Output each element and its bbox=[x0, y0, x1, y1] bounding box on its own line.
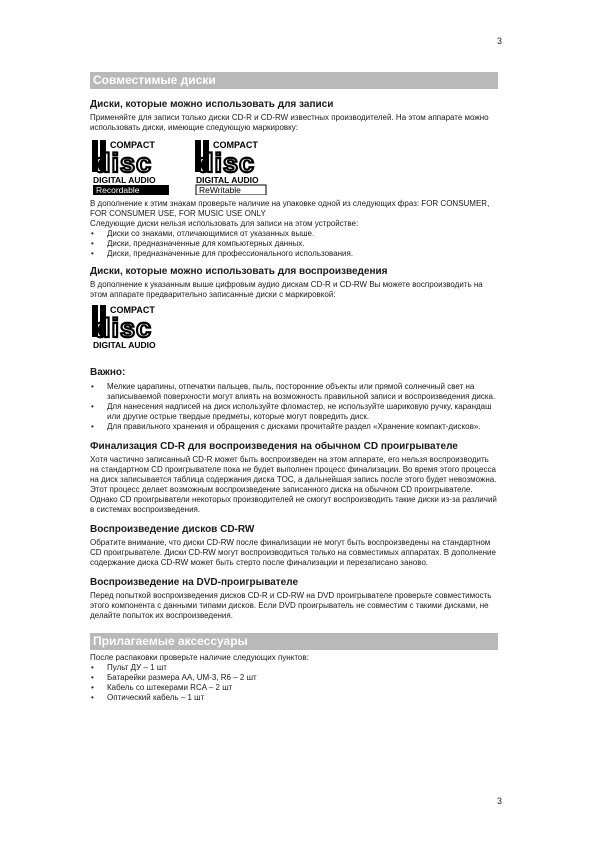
page-number-bottom: 3 bbox=[497, 796, 503, 806]
heading-playable-discs: Диски, которые можно использовать для воспроизведения bbox=[90, 266, 388, 277]
list-item: • Пульт ДУ – 1 шт bbox=[90, 663, 498, 673]
page-content bbox=[90, 72, 498, 703]
list-item: • Диски со знаками, отличающимися от указанных выше. bbox=[90, 229, 498, 239]
section-title-accessories: Прилагаемые аксессуары bbox=[90, 633, 498, 650]
svg-text:COMPACT: COMPACT bbox=[110, 140, 155, 150]
accessories-intro: После распаковки проверьте наличие следующих пунктов: bbox=[90, 653, 309, 662]
list-item: • Мелкие царапины, отпечатки пальцев, пыль, посторонние объекты или прямой солнечный свет на записываемой поверхности могут влиять на возможность правильной записи и воспроизведения диска. bbox=[90, 382, 498, 402]
list-item: • Кабель со штекерами RCA – 2 шт bbox=[90, 683, 498, 693]
svg-text:disc: disc bbox=[94, 313, 153, 343]
list-item: • Для нанесения надписей на диск используйте фломастер, не используйте шариковую ручку, карандаш или другие острые твердые предметы, которые могут повредить диск. bbox=[90, 402, 498, 422]
cd-rewritable-logo bbox=[195, 139, 288, 195]
svg-text:ReWritable: ReWritable bbox=[199, 185, 241, 195]
svg-text:Recordable: Recordable bbox=[96, 185, 140, 195]
page-number-top: 3 bbox=[497, 36, 503, 46]
svg-text:COMPACT: COMPACT bbox=[110, 305, 155, 315]
svg-text:DIGITAL AUDIO: DIGITAL AUDIO bbox=[196, 175, 259, 185]
heading-dvd-playback: Воспроизведение на DVD-проигрывателе bbox=[90, 577, 299, 588]
svg-text:disc: disc bbox=[197, 148, 256, 178]
dvd-playback-body: Перед попыткой воспроизведения дисков CD-R и CD-RW на DVD проигрывателе проверьте совместимость этого компонента с данными типами дисков. Если DVD проигрыватель не совместим с такими дисками, не делайте попыток их воспроизведения. bbox=[90, 591, 492, 620]
disc-logos-row bbox=[92, 139, 498, 195]
svg-text:DIGITAL AUDIO: DIGITAL AUDIO bbox=[93, 340, 156, 350]
heading-recordable-discs: Диски, которые можно использовать для записи bbox=[90, 99, 334, 110]
cd-recordable-logo bbox=[92, 139, 185, 195]
svg-text:disc: disc bbox=[94, 148, 153, 178]
svg-text:COMPACT: COMPACT bbox=[213, 140, 258, 150]
section-title-compatible-discs: Совместимые диски bbox=[90, 72, 498, 89]
accessories-list bbox=[90, 663, 498, 703]
packaging-phrases-note: В дополнение к этим знакам проверьте наличие на упаковке одной из следующих фраз: FOR CONSUMER, FOR CONSUMER USE, FOR MUSIC USE ONLY bbox=[90, 199, 490, 218]
important-list bbox=[90, 382, 498, 432]
finalization-body: Хотя частично записанный CD-R может быть воспроизведен на этом аппарате, его нельзя воспроизводить на стандартном CD проигрывателе пока не будет выполнен процесс финализации. Во время этого процесса на диск записывается таблица содержания диска TOC, а дальнейшая запись после этого будет невозможна. Этот процесс делает возможным воспроизведение записанного диска на обычном CD проигрывателе. Однако CD проигрыватели некоторых производителей не смогут воспроизводить такие диски из-за различий в системах воспроизведения. bbox=[90, 455, 497, 514]
cannot-record-intro: Следующие диски нельзя использовать для записи на этом устройстве: bbox=[90, 219, 359, 228]
cdrw-playback-body: Обратите внимание, что диски CD-RW после финализации не могут быть воспроизведены на стандартном CD проигрывателе. Диски CD-RW могут воспроизводиться только на совместимых аппаратах. В дополнение содержание диска CD-RW может быть стерто после финализации и перезаписано заново. bbox=[90, 538, 496, 567]
list-item: • Диски, предназначенные для компьютерных данных. bbox=[90, 239, 498, 249]
list-item: • Для правильного хранения и обращения с дисками прочитайте раздел «Хранение компакт-дисков». bbox=[90, 422, 498, 432]
heading-finalization: Финализация CD-R для воспроизведения на обычном CD проигрывателе bbox=[90, 441, 458, 452]
list-item: • Батарейки размера AA, UM-3, R6 – 2 шт bbox=[90, 673, 498, 683]
svg-text:DIGITAL AUDIO: DIGITAL AUDIO bbox=[93, 175, 156, 185]
playable-intro: В дополнение к указанным выше цифровым аудио дискам CD-R и CD-RW Вы можете воспроизводить на этом аппарате предварительно записанные диски с маркировкой: bbox=[90, 280, 483, 299]
cd-digital-audio-logo bbox=[92, 304, 185, 350]
cannot-record-list bbox=[90, 229, 498, 259]
recordable-intro: Применяйте для записи только диски CD-R и CD-RW известных производителей. На этом аппарате можно использовать диски, имеющие следующую маркировку: bbox=[90, 113, 489, 132]
heading-cdrw-playback: Воспроизведение дисков CD-RW bbox=[90, 524, 255, 535]
list-item: • Оптический кабель – 1 шт bbox=[90, 693, 498, 703]
list-item: • Диски, предназначенные для профессионального использования. bbox=[90, 249, 498, 259]
heading-important: Важно: bbox=[90, 367, 126, 378]
